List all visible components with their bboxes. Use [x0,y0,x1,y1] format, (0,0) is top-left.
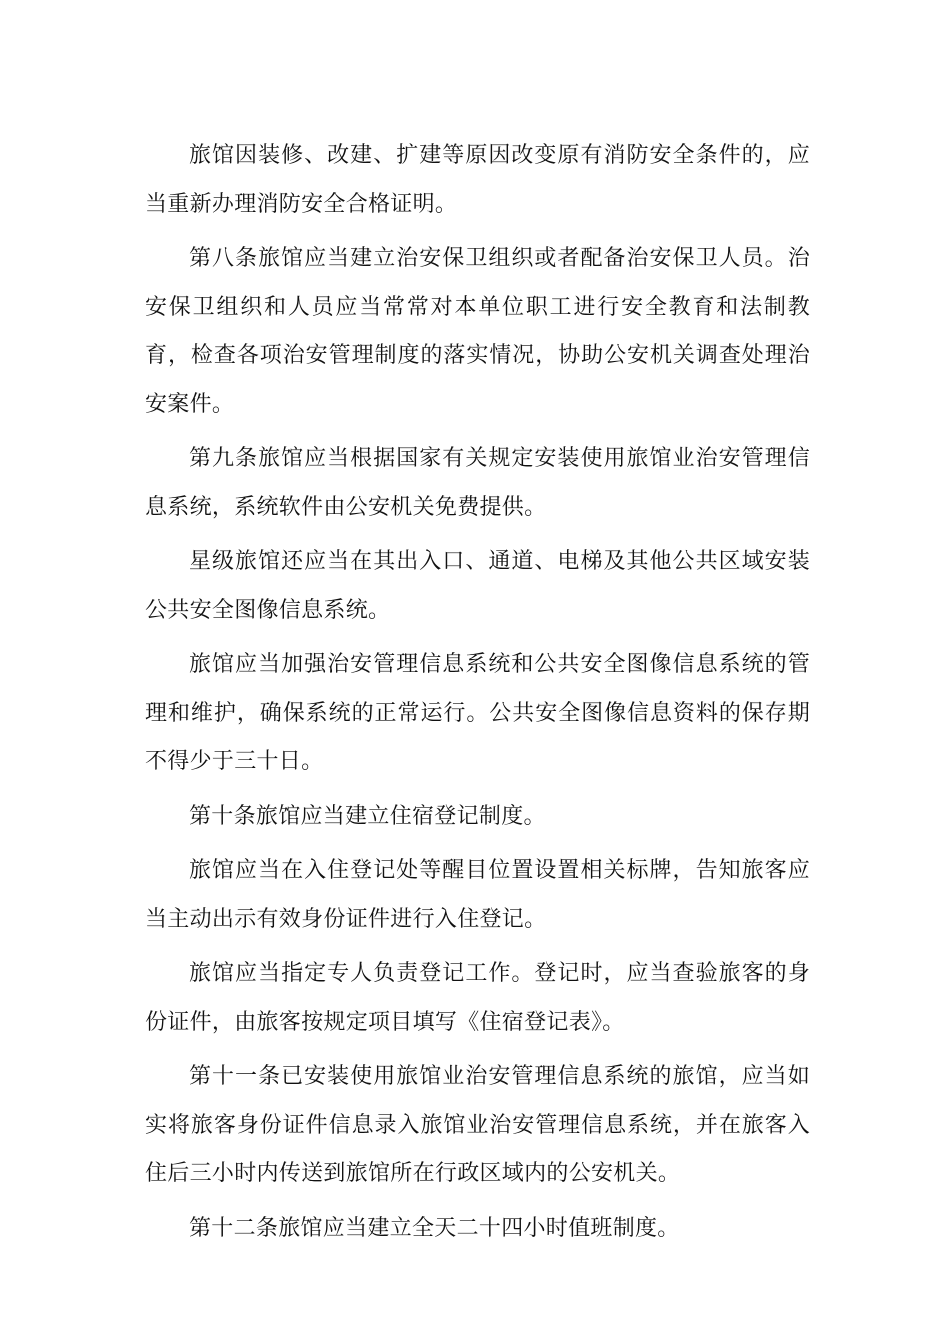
document-body [145,132,810,1259]
paragraph-fire-safety: 旅馆因装修、改建、扩建等原因改变原有消防安全条件的，应当重新办理消防安全合格证明。 [145,143,810,217]
paragraph-article-11: 第十一条已安装使用旅馆业治安管理信息系统的旅馆，应当如实将旅客身份证件信息录入旅馆业治安管理信息系统，并在旅客入住后三小时内传送到旅馆所在行政区域内的公安机关。 [145,1064,810,1186]
paragraph-registration-staff: 旅馆应当指定专人负责登记工作。登记时，应当查验旅客的身份证件，由旅客按规定项目填写《住宿登记表》。 [145,961,810,1035]
paragraph-article-9: 第九条旅馆应当根据国家有关规定安装使用旅馆业治安管理信息系统，系统软件由公安机关免费提供。 [145,446,810,520]
paragraph-article-10: 第十条旅馆应当建立住宿登记制度。 [189,803,546,829]
paragraph-article-8: 第八条旅馆应当建立治安保卫组织或者配备治安保卫人员。治安保卫组织和人员应当常常对本单位职工进行安全教育和法制教育，检查各项治安管理制度的落实情况，协助公安机关调查处理治安案件。 [145,246,810,417]
paragraph-article-12: 第十二条旅馆应当建立全天二十四小时值班制度。 [189,1215,680,1241]
paragraph-star-hotel-cctv: 星级旅馆还应当在其出入口、通道、电梯及其他公共区域安装公共安全图像信息系统。 [145,549,810,623]
paragraph-registration-sign: 旅馆应当在入住登记处等醒目位置设置相关标牌，告知旅客应当主动出示有效身份证件进行入住登记。 [145,858,810,932]
paragraph-system-maintenance: 旅馆应当加强治安管理信息系统和公共安全图像信息系统的管理和维护，确保系统的正常运行。公共安全图像信息资料的保存期不得少于三十日。 [145,652,810,774]
